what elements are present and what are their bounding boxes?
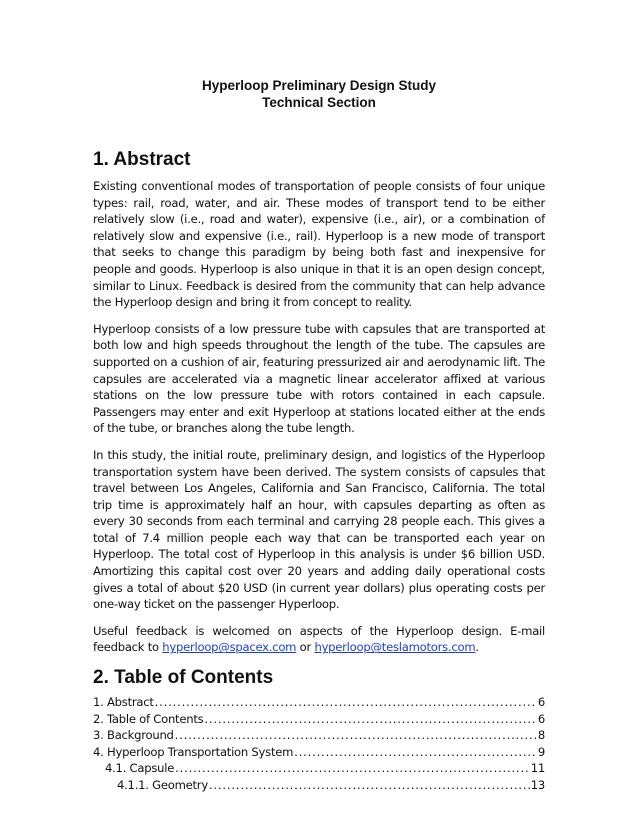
abstract-paragraph-1: Existing conventional modes of transportation of people consists of four unique types: rail, road, water, and air. These modes of transport tend to be either relatively slow (i.e., road and water), expensive (i.e., air), or a combination of relatively slow and expensive (i.e., rail). Hyperloop is a new mode of transport that seeks to change this paradigm by being both fast and inexpensive for people and goods. Hyperloop is also unique in that it is an open design concept, similar to Linux. Feedback is desired from the community that can help advance the Hyperloop design and bring it from concept to reality. <box>93 179 545 310</box>
feedback-paragraph <box>93 623 545 656</box>
toc-entry-label: 4. Hyperloop Transportation System <box>93 744 294 759</box>
abstract-heading: 1. Abstract <box>93 149 191 170</box>
toc-entry-table-of-contents[interactable] <box>93 711 545 728</box>
toc-entry-page: 8 <box>537 728 545 743</box>
toc-entry-label: 4.1.1. Geometry <box>117 778 208 792</box>
abstract-paragraph-2: Hyperloop consists of a low pressure tube with capsules that are transported at both low and high speeds throughout the length of the tube. The capsules are supported on a cushion of air, featuring pressurized air and aerodynamic lift. The capsules are accelerated via a magnetic linear accelerator affixed at various stations on the low pressure tube with rotors contained in each capsule. Passengers may enter and exit Hyperloop at stations located either at the ends of the tube, or branches along the tube length. <box>93 321 545 436</box>
toc-heading: 2. Table of Contents <box>93 667 274 689</box>
toc-leader-dots <box>204 711 536 728</box>
toc-entry-transportation-system[interactable] <box>93 744 545 761</box>
toc-entry-page: 6 <box>537 695 545 710</box>
abstract-paragraph-3: In this study, the initial route, preliminary design, and logistics of the Hyperloop transportation system have been derived. The system consists of capsules that travel between Los Angeles, California and San Francisco, California. The total trip time is approximately half an hour, with capsules departing as often as every 30 seconds from each terminal and carrying 28 people each. This gives a total of 7.4 million people each way that can be transported each year on Hyperloop. The total cost of Hyperloop in this analysis is under $6 billion USD. Amortizing this capital cost over 20 years and adding daily operational costs gives a total of about $20 USD (in current year dollars) plus operating costs per one-way ticket on the passenger Hyperloop. <box>93 447 545 612</box>
toc-leader-dots <box>155 694 537 711</box>
table-of-contents <box>93 694 545 794</box>
toc-entry-page: 13 <box>530 778 545 792</box>
feedback-text: Useful feedback is welcomed on aspects of the Hyperloop design. E-mail feedback to <box>93 623 545 655</box>
toc-entry-label: 2. Table of Contents <box>93 711 204 726</box>
feedback-or-text: or <box>296 640 315 655</box>
feedback-period: . <box>475 640 479 655</box>
toc-entry-label: 4.1. Capsule <box>105 761 175 776</box>
title-line-1: Hyperloop Preliminary Design Study <box>201 78 437 93</box>
document-title <box>93 78 545 111</box>
email-link-spacex[interactable]: hyperloop@spacex.com <box>162 640 297 655</box>
title-line-2: Technical Section <box>262 94 376 110</box>
toc-entry-page: 6 <box>537 711 545 726</box>
document-body <box>93 148 545 794</box>
toc-entry-page: 9 <box>537 744 545 759</box>
toc-entry-background[interactable] <box>93 727 545 744</box>
toc-leader-dots <box>209 777 530 794</box>
toc-entry-capsule[interactable] <box>93 760 545 777</box>
toc-entry-abstract[interactable] <box>93 694 545 711</box>
toc-entry-page: 11 <box>530 761 545 776</box>
toc-entry-label: 3. Background <box>93 728 174 743</box>
toc-entry-geometry[interactable] <box>93 777 545 794</box>
toc-entry-label: 1. Abstract <box>93 695 154 710</box>
email-link-teslamotors[interactable]: hyperloop@teslamotors.com <box>314 640 476 655</box>
toc-leader-dots <box>175 727 537 744</box>
toc-leader-dots <box>294 744 537 761</box>
toc-leader-dots <box>175 760 530 777</box>
